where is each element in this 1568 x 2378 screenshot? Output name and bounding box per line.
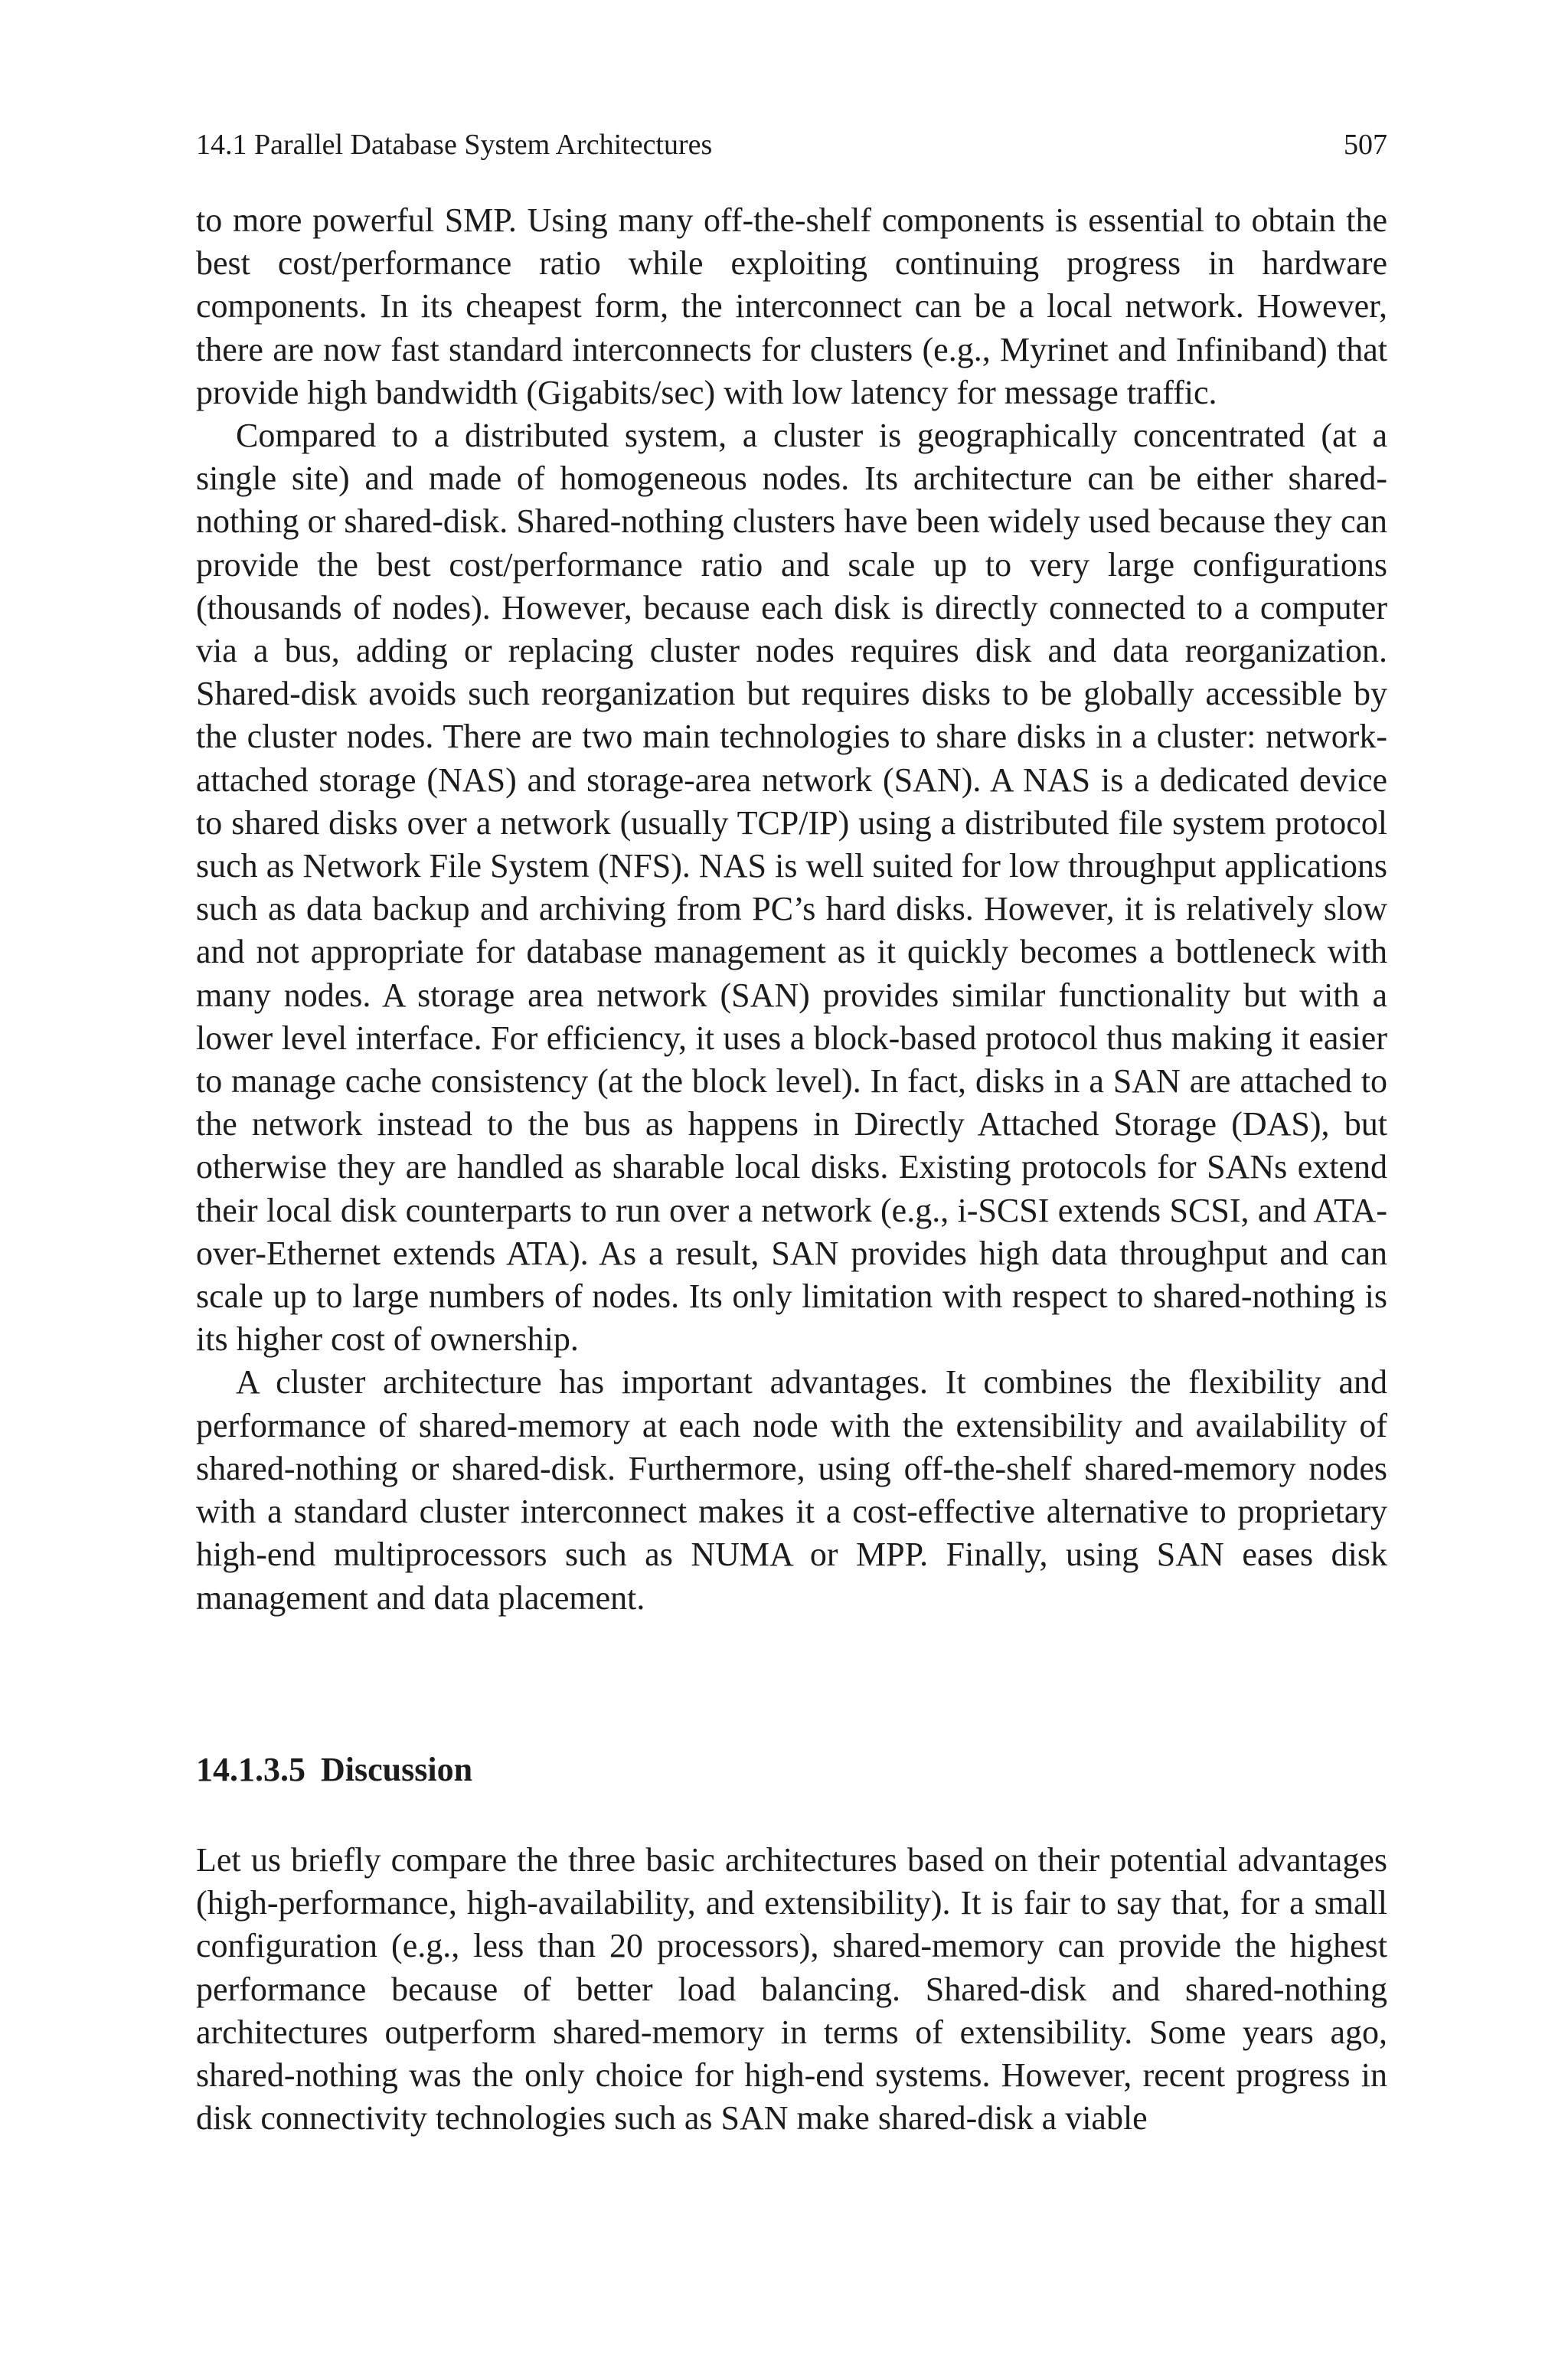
body-text-top [196,199,1387,1620]
paragraph: A cluster architecture has important advantages. It combines the flexibility and performance of shared-memory at each node with the extensibility and availability of shared-nothing or shared-disk. Furthermore, using off-the-shelf shared-memory nodes with a standard cluster interconnect makes it a cost-effective alternative to proprietary high-end multiprocessors such as NUMA or MPP. Finally, using SAN eases disk management and data placement. [196,1363,1387,1617]
paragraph: to more powerful SMP. Using many off-the-shelf components is essential to obtain the best cost/performance ratio while exploiting continuing progress in hardware components. In its cheapest form, the interconnect can be a local network. However, there are now fast standard interconnects for clusters (e.g., Myrinet and Infiniband) that provide high bandwidth (Gigabits/sec) with low latency for message traffic. [196,201,1387,411]
body-text-bottom [196,1839,1387,2140]
subsection-number: 14.1.3.5 [196,1751,305,1788]
paragraph: Let us briefly compare the three basic architectures based on their potential advantages (high-performance, high-availability, and extensibility). It is fair to say that, for a small configuration (e.g., less than 20 processors), shared-memory can provide the highest performance because of better load balancing. Shared-disk and shared-nothing architectures outperform shared-memory in terms of extensibility. Some years ago, shared-nothing was the only choice for high-end systems. However, recent progress in disk connectivity technologies such as SAN make shared-disk a viable [196,1841,1387,2138]
page-number: 507 [1344,129,1387,161]
running-head-section-title: 14.1 Parallel Database System Architectures [196,129,713,161]
paragraph: Compared to a distributed system, a cluster is geographically concentrated (at a single site) and made of homogeneous nodes. Its architecture can be either shared-nothing or shared-disk. Shared-nothing clusters have been widely used because they can provide the best cost/performance ratio and scale up to very large configurations (thousands of nodes). However, because each disk is directly connected to a computer via a bus, adding or replacing cluster nodes requires disk and data reorganization. Shared-disk avoids such reorganization but requires disks to be globally accessible by the cluster nodes. There are two main technologies to share disks in a cluster: network-attached storage (NAS) and storage-area network (SAN). A NAS is a dedicated device to shared disks over a network (usually TCP/IP) using a distributed file system protocol such as Network File System (NFS). NAS is well suited for low throughput applications such as data backup and archiving from PC’s hard disks. However, it is relatively slow and not appropriate for database management as it quickly becomes a bottleneck with many nodes. A storage area network (SAN) provides similar functionality but with a lower level interface. For efficiency, it uses a block-based protocol thus making it easier to manage cache consistency (at the block level). In fact, disks in a SAN are attached to the network instead to the bus as happens in Directly Attached Storage (DAS), but otherwise they are handled as sharable local disks. Existing protocols for SANs extend their local disk counterparts to run over a network (e.g., i-SCSI extends SCSI, and ATA-over-Ethernet extends ATA). As a result, SAN provides high data throughput and can scale up to large numbers of nodes. Its only limitation with respect to shared-nothing is its higher cost of ownership. [196,417,1387,1359]
subsection-title: Discussion [321,1751,473,1788]
subsection-heading [196,1748,1387,1791]
running-head [196,126,1387,164]
